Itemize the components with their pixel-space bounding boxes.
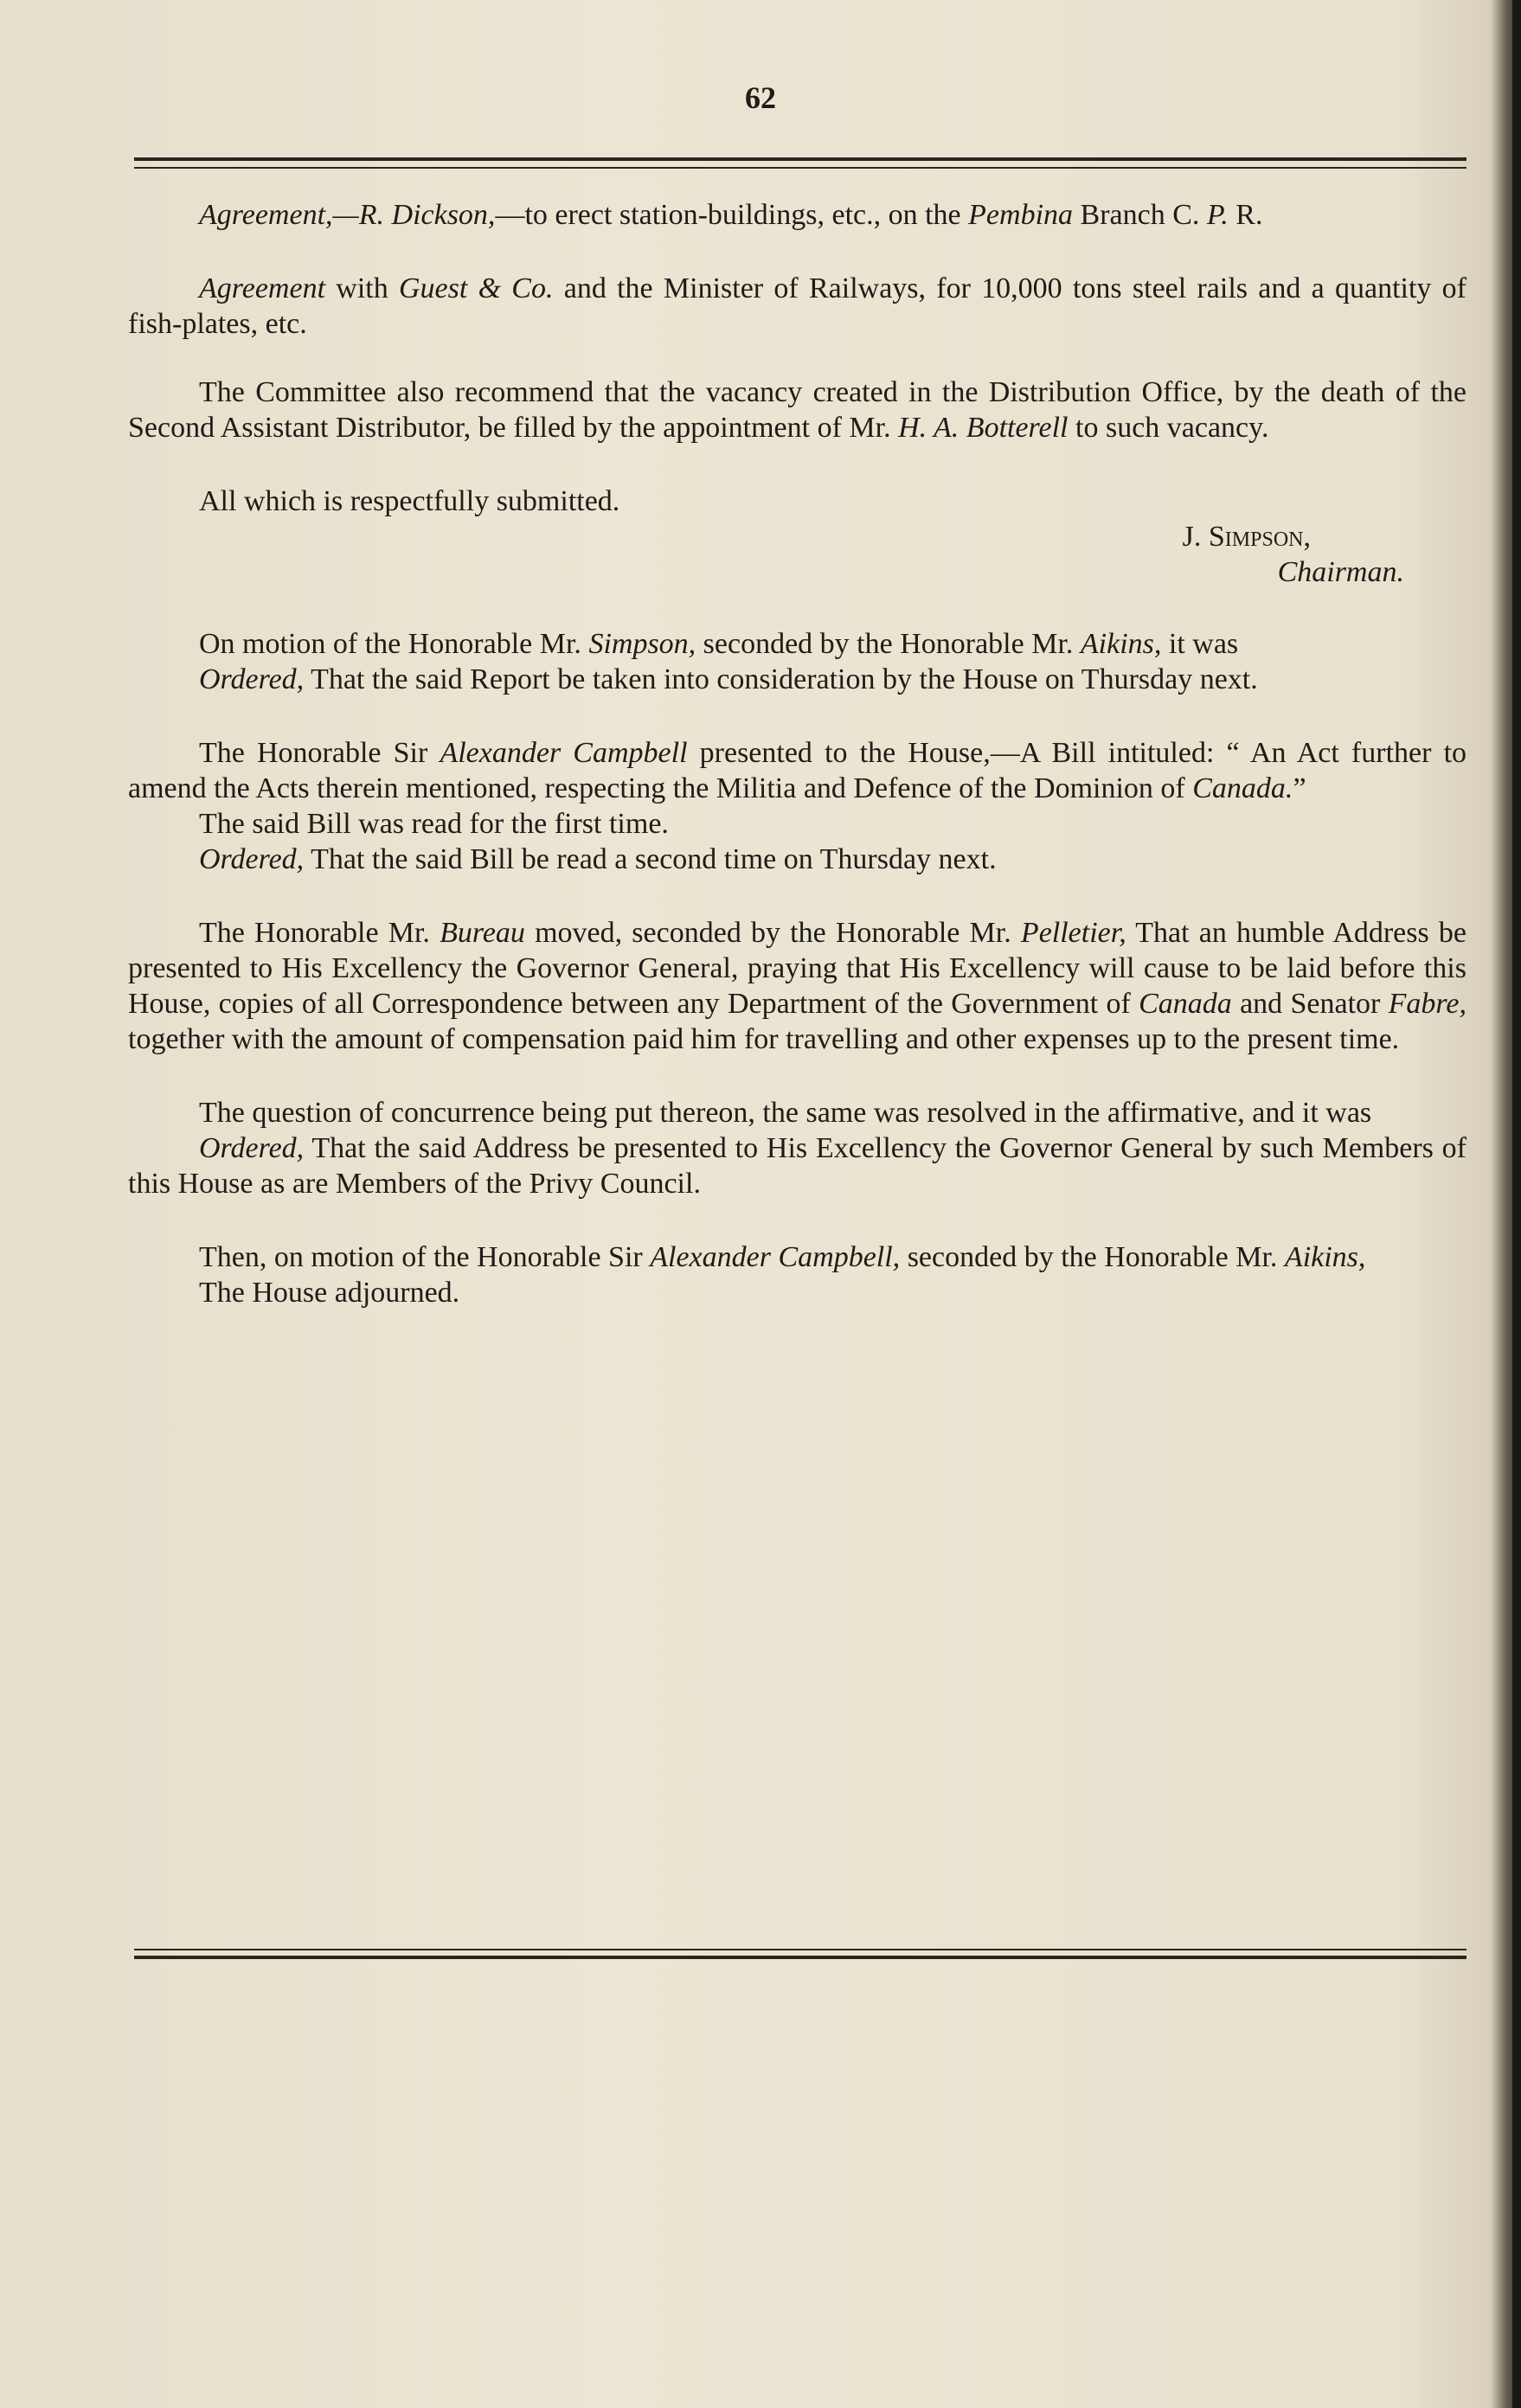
text: seconded by the Honorable Mr. [900,1241,1285,1273]
text: with [325,272,399,304]
paragraph-agreement-dickson [128,197,1466,233]
text: Then, on motion of the Honorable Sir [199,1241,651,1273]
document-body [128,197,1466,1310]
italic-text: Canada [1139,988,1232,1020]
bottom-rule [134,1949,1466,1959]
top-rule-thin [134,167,1466,169]
paragraph-first-reading: The said Bill was read for the first time. [199,808,669,840]
italic-text: Ordered, [199,663,305,695]
text: —to erect station-buildings, etc., on the [495,199,969,231]
text: Branch C. [1073,199,1207,231]
paragraph-ordered-address [128,1130,1466,1201]
italic-text: Bureau [440,917,525,949]
paragraph-ordered-second-reading [128,842,1466,877]
text: seconded by the Honorable Mr. [696,628,1081,660]
paragraph-ordered-report [128,662,1466,697]
paragraph-concurrence: The question of concurrence being put thereon, the same was resolved in the affirmative, and it was [199,1097,1372,1129]
italic-text: Aikins, [1080,628,1162,660]
text: That the said Report be taken into consideration by the House on Thursday next. [304,663,1258,695]
signature-title [128,554,1466,590]
text: ” [1293,772,1306,804]
text: That the said Bill be read a second time on Thursday next. [304,843,997,875]
text: to such vacancy. [1068,412,1269,444]
italic-text: P. [1206,199,1229,231]
page-binding-edge [1512,0,1521,2408]
bottom-rule-thick [134,1956,1466,1959]
text: That an humble Address be presented to His Excellency the Governor General, praying that His Excellency will cause to be laid before this House, copies of all Correspondence between any Department of the Government of [128,917,1467,1020]
text: moved, seconded by the Honorable Mr. [524,917,1021,949]
paragraph-committee-recommend [128,375,1466,445]
italic-text: Agreement [199,272,326,304]
italic-text: Simpson, [588,628,696,660]
text: and Senator [1231,988,1389,1020]
text: it was [1161,628,1239,660]
italic-text: Alexander Campbell [440,737,688,769]
paragraph-motion-simpson [128,626,1466,662]
bottom-rule-thin [134,1949,1466,1950]
text: The Honorable Sir [199,737,440,769]
italic-text: Agreement,—R. Dickson, [199,199,496,231]
paragraph-adjourned: The House adjourned. [199,1277,460,1309]
italic-text: Aikins, [1284,1241,1366,1273]
italic-text: Pelletier, [1020,917,1126,949]
paragraph-bureau-address [128,915,1466,1057]
text: That the said Address be presented to His Excellency the Governor General by such Members of this House as are Members of the Privy Council. [128,1132,1466,1200]
text: together with the amount of compensation paid him for travelling and other expenses up to the present time. [128,1023,1400,1055]
page-number: 62 [745,80,776,115]
italic-text: Pembina [968,199,1074,231]
top-rule [134,157,1466,169]
text: The Committee also recommend that the vacancy created in the Distribution Office, by the death of the Second Assistant Distributor, be filled by the appointment of Mr. [128,376,1466,444]
text: On motion of the Honorable Mr. [199,628,589,660]
text: R. [1228,199,1263,231]
italic-text: Ordered, [199,1132,305,1164]
italic-text: Ordered, [199,843,305,875]
italic-text: Guest & Co. [399,272,554,304]
text: and the Minister of Railways, for 10,000 tons steel rails and a quantity of fish-plates, etc. [128,272,1466,340]
italic-text: Canada. [1192,772,1293,804]
italic-text: Chairman. [1277,556,1404,588]
italic-text: H. A. Botterell [898,412,1069,444]
paragraph-bill-militia [128,735,1466,806]
text: presented to the House,—A Bill intituled: “ An Act further to amend the Acts therein mentioned, respecting the Militia and Defence of the Dominion of [128,737,1467,804]
italic-text: Alexander Campbell, [650,1241,901,1273]
italic-text: Fabre, [1388,988,1466,1020]
paragraph-submitted: All which is respectfully submitted. [199,485,620,517]
signature-name: J. Simpson, [1182,521,1311,553]
text: The Honorable Mr. [199,917,440,949]
top-rule-thick [134,157,1466,161]
paragraph-adjourn-motion [128,1239,1466,1275]
paragraph-agreement-guest [128,271,1466,342]
